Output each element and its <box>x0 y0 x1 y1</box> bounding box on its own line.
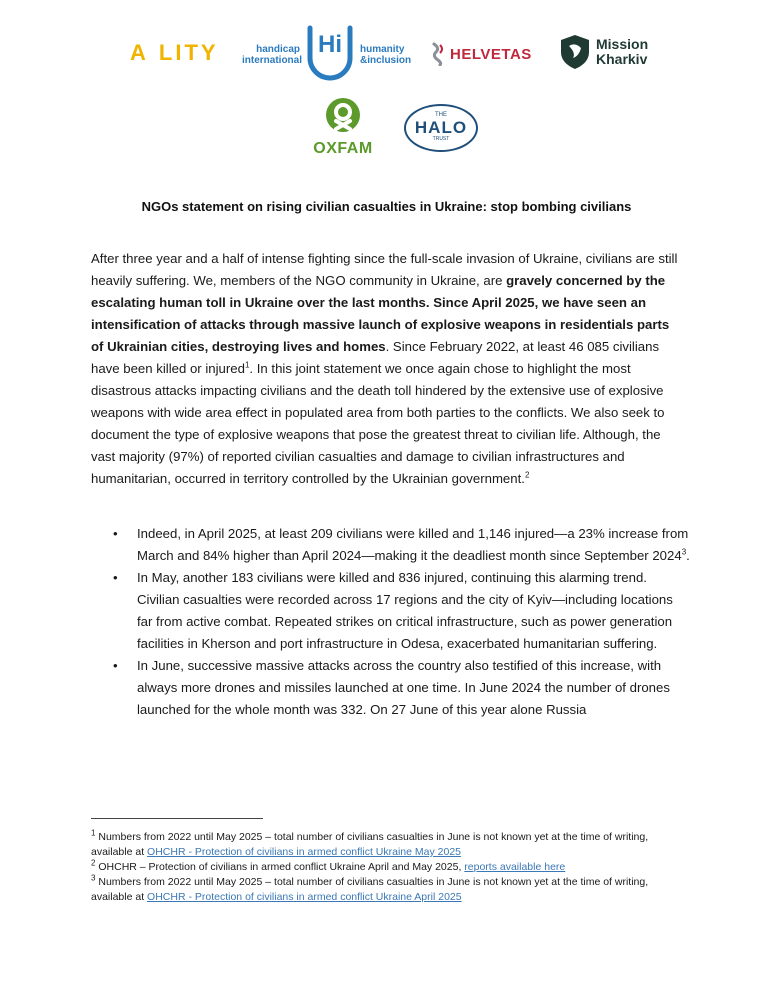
intro-paragraph: After three year and a half of intense fighting since the full-scale invasion of Ukraine, civilians are still heavily suffering. We, members of the NGO community in Ukraine, are gravely concerned by the escalating human toll in Ukraine over the last months. Since April 2025, we have seen an intensification of attacks through massive launch of explosive weapons in residentials parts of Ukrainian cities, destroying lives and homes. Since February 2022, at least 46 085 civilians have been killed or injured$^1$. In this joint statement we once again chose to highlight the most disastrous attacks impacting civilians and the death toll hindered by the extensive use of explosive weapons with wide area effect in populated area from both parties to the conflicts. We also seek to document the type of explosive weapons that pose the greatest threat to civilian life. Although, the vast majority (97%) of reported civilian casualties and damage to civilian infrastructures and humanitarian, occurred in territory controlled by the Ukrainian government.$^2$ <box>91 251 678 486</box>
bullet-icon: • <box>113 526 118 541</box>
handicap-international-logo <box>242 22 412 86</box>
footnote-divider <box>91 818 263 819</box>
footnotes <box>91 830 691 905</box>
list-item: • In May, another 183 civilians were killed and 836 injured, continuing this alarming trend. Civilian casualties were recorded across 17 regions and the city of Kyiv—including locations far from active combat. Repeated strikes on critical infrastructure, such as power generation facilities in Kherson and port infrastructure in Odesa, exacerbated humanitarian suffering. <box>91 567 691 655</box>
bullet-list <box>91 523 691 721</box>
oxfam-circle-icon <box>325 97 361 133</box>
footnote-link[interactable]: reports available here <box>464 861 566 873</box>
hi-right-text: humanity &inclusion <box>360 44 412 66</box>
hi-hand-icon <box>304 22 356 84</box>
hi-left-text: handicap international <box>242 44 303 66</box>
list-item: • Indeed, in April 2025, at least 209 civilians were killed and 1,146 injured—a 23% increase from March and 84% higher than April 2024—making it the deadliest month since September 2024$^3$. <box>91 523 691 567</box>
footnote: $^1$ Numbers from 2022 until May 2025 – total number of civilians casualties in June is not known yet at the time of writing, available at OHCHR - Protection of civilians in armed conflict Ukraine May 2025 <box>91 828 649 858</box>
helvetas-figure-icon <box>430 42 446 66</box>
mission-kharkiv-logo: Mission Kharkiv <box>560 34 648 70</box>
bullet-icon: • <box>113 658 118 673</box>
bullet-icon: • <box>113 570 118 585</box>
helvetas-logo: HELVETAS <box>430 42 532 66</box>
footnote-link[interactable]: OHCHR - Protection of civilians in armed conflict Ukraine May 2025 <box>147 846 461 858</box>
footnote: $^3$ Numbers from 2022 until May 2025 – total number of civilians casualties in June is not known yet at the time of writing, available at OHCHR - Protection of civilians in armed conflict Ukraine April 2025 <box>91 873 649 903</box>
logo-bar <box>0 0 773 170</box>
footnote-ref-2[interactable]: 2 <box>524 470 530 480</box>
halo-trust-logo: THE HALO TRUST <box>404 104 478 152</box>
footnote-link[interactable]: OHCHR - Protection of civilians in armed conflict Ukraine April 2025 <box>147 891 462 903</box>
shield-icon <box>560 34 590 70</box>
list-item: • In June, successive massive attacks across the country also testified of this increase, with always more drones and missiles launched at one time. In June 2024 the number of drones launched for the whole month was 332. On 27 June of this year alone Russia <box>91 655 691 721</box>
footnote-ref-1[interactable]: 1 <box>244 360 250 370</box>
page-title: NGOs statement on rising civilian casualties in Ukraine: stop bombing civilians <box>141 199 632 214</box>
oxfam-logo: OXFAM <box>313 97 373 158</box>
footnote-ref-3[interactable]: 3 <box>681 547 687 557</box>
hi-mark: Hi <box>318 31 342 58</box>
footnote: $^2$ OHCHR – Protection of civilians in armed conflict Ukraine April and May 2025, reports available here <box>91 858 566 873</box>
ality-logo: A LITY <box>130 40 219 65</box>
